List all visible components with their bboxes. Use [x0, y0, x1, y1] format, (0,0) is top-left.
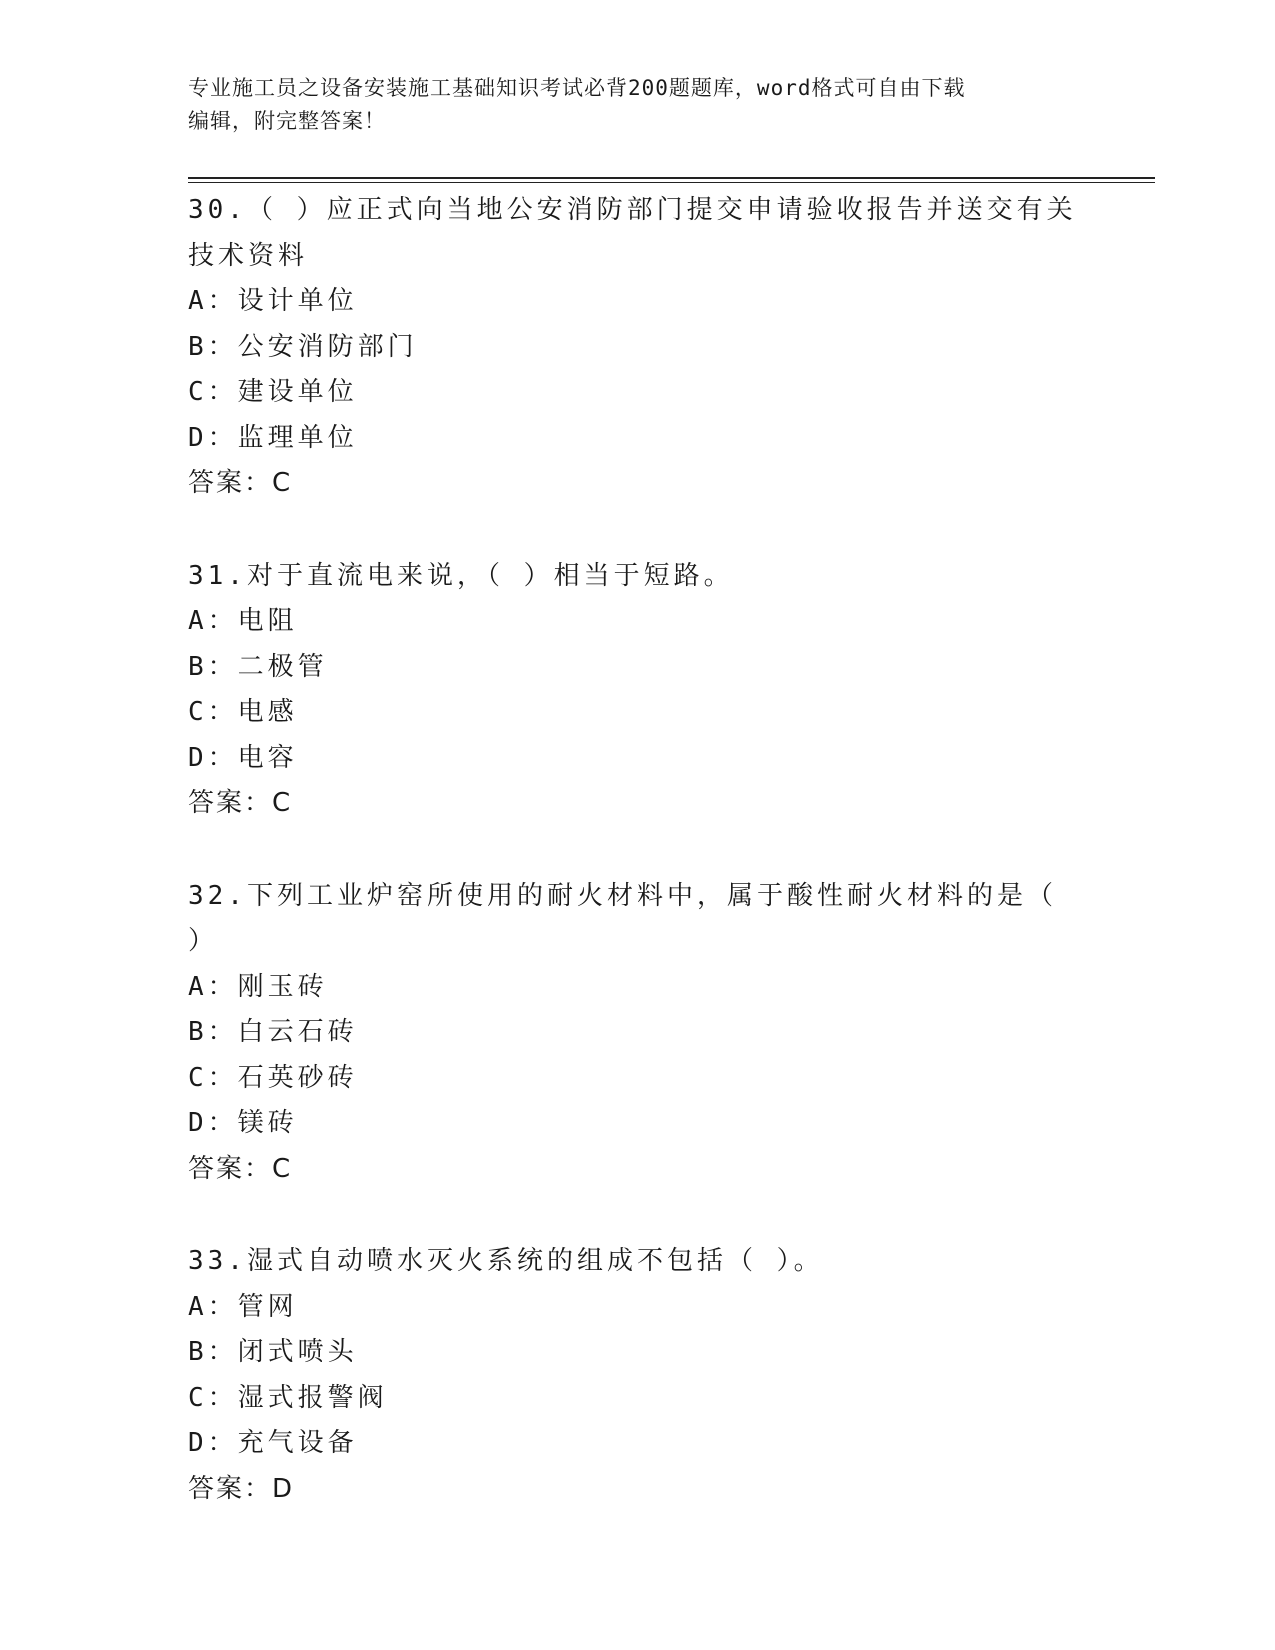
- question-31: [188, 554, 1088, 827]
- document-header: [188, 72, 1088, 138]
- answer-label: 答案：: [188, 468, 273, 498]
- option-c: C：建设单位: [188, 377, 358, 407]
- answer-value: C: [272, 788, 291, 818]
- question-list: [188, 188, 1088, 1559]
- option-d: D：镁砖: [188, 1108, 298, 1138]
- question-text: 32.下列工业炉窑所使用的耐火材料中，属于酸性耐火材料的是（ ）: [188, 880, 1077, 956]
- answer-value: C: [272, 468, 291, 498]
- option-b: B：白云石砖: [188, 1017, 358, 1047]
- answer-line: [188, 1147, 1088, 1193]
- option-d: D：电容: [188, 742, 298, 773]
- option-c: C：电感: [188, 697, 298, 727]
- option-a: A：刚玉砖: [188, 971, 328, 1002]
- option-d: D：监理单位: [188, 422, 358, 453]
- answer-label: 答案：: [188, 1473, 273, 1504]
- answer-label: 答案：: [188, 1153, 273, 1184]
- answer-value: C: [272, 1153, 291, 1184]
- question-text: 33.湿式自动喷水灭火系统的组成不包括（ ）。: [188, 1246, 824, 1276]
- question-32: [188, 874, 1088, 1193]
- header-divider-thick: [188, 177, 1155, 179]
- answer-line: [188, 781, 1088, 827]
- option-b: B：二极管: [188, 651, 328, 682]
- question-text: 30.（ ）应正式向当地公安消防部门提交申请验收报告并送交有关技术资料: [188, 195, 1077, 271]
- option-a: A：电阻: [188, 606, 298, 636]
- question-text: 31.对于直流电来说，（ ）相当于短路。: [188, 560, 734, 591]
- option-b: B：闭式喷头: [188, 1337, 358, 1367]
- question-30: [188, 188, 1088, 507]
- answer-line: [188, 461, 1088, 507]
- answer-line: [188, 1467, 1088, 1513]
- answer-label: 答案：: [188, 788, 273, 818]
- header-divider-thin: [188, 182, 1155, 183]
- option-c: C：湿式报警阀: [188, 1382, 388, 1413]
- answer-value: D: [272, 1473, 293, 1504]
- header-line-2: 编辑，附完整答案！: [188, 109, 386, 133]
- option-c: C：石英砂砖: [188, 1062, 358, 1093]
- header-line-1: 专业施工员之设备安装施工基础知识考试必背200题题库，word格式可自由下载: [188, 76, 966, 100]
- option-d: D：充气设备: [188, 1428, 358, 1458]
- question-33: [188, 1239, 1088, 1512]
- option-a: A：管网: [188, 1291, 298, 1322]
- option-a: A：设计单位: [188, 286, 358, 316]
- option-b: B：公安消防部门: [188, 331, 418, 362]
